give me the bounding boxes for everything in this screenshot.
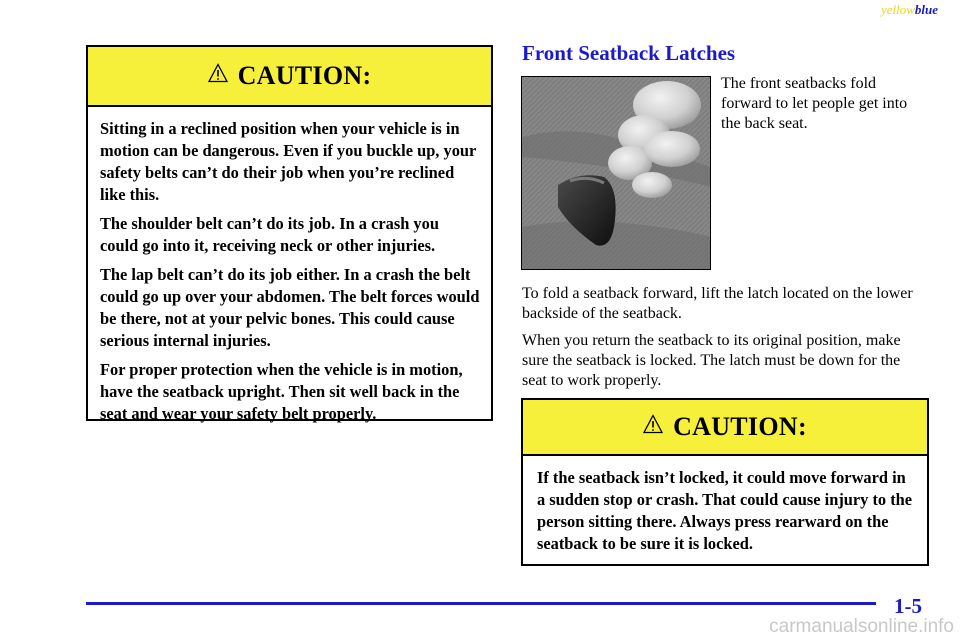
footer-rule: [86, 602, 876, 605]
caution-title: CAUTION:: [673, 412, 807, 441]
caution-title: CAUTION:: [237, 61, 372, 90]
warning-triangle-icon: [643, 414, 663, 434]
seatback-latch-photo: [521, 76, 711, 270]
caution-box-reclined: [86, 45, 493, 421]
caution-paragraph: The lap belt can’t do its job either. In a crash the belt could go up over your abdomen. The belt forces would be there, not at your pelvic bones. This could cause serious internal injuries.: [100, 265, 480, 350]
caution-paragraph: If the seatback isn’t locked, it could move forward in a sudden stop or crash. That could cause injury to the person sitting there. Always press rearward on the seatback to be sure it is locked.: [537, 468, 913, 553]
photo-caption: The front seatbacks fold forward to let people get into the back seat.: [721, 75, 908, 132]
caution-box-seatback-locked: [521, 398, 929, 566]
color-marker-yellow: yellow: [880, 2, 915, 17]
page-number: 1-5: [894, 594, 922, 618]
section-title: Front Seatback Latches: [522, 41, 736, 65]
caution-header: [88, 47, 491, 107]
caution-paragraph: The shoulder belt can’t do its job. In a crash you could go into it, receiving neck or other injuries.: [100, 214, 439, 255]
watermark: carmanualsonline.info: [769, 616, 954, 637]
caution-header: [523, 400, 927, 456]
caution-paragraph: Sitting in a reclined position when your vehicle is in motion can be dangerous. Even if you buckle up, your safety belts can’t do their job when you’re reclined like this.: [100, 119, 476, 204]
color-marker-blue: blue: [914, 2, 938, 17]
caution-body: [88, 107, 491, 425]
warning-triangle-icon: [208, 63, 228, 83]
caution-paragraph: For proper protection when the vehicle is in motion, have the seatback upright. Then sit well back in the seat and wear your safety belt properly.: [100, 360, 463, 423]
caution-body: [523, 456, 927, 555]
body-paragraph: To fold a seatback forward, lift the latch located on the lower backside of the seatback.: [522, 285, 913, 322]
color-marker: [881, 2, 938, 18]
body-paragraph: When you return the seatback to its original position, make sure the seatback is locked. The latch must be down for the seat to work properly.: [522, 332, 901, 389]
seatback-latch-illustration: [522, 77, 711, 270]
